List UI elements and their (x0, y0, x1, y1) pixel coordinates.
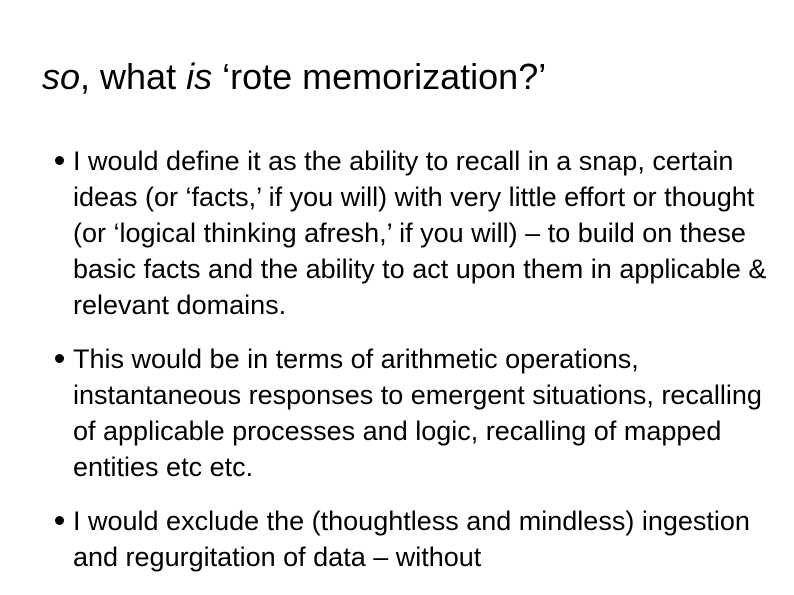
bullet-list (0, 143, 794, 593)
title-text-rest: ‘rote memorization?’ (212, 56, 547, 97)
bullet-text: This would be in terms of arithmetic operations, instantaneous responses to emergent situations, recalling of applicable processes and logic, recalling of mapped entities etc etc. (73, 344, 762, 482)
bullet-item (0, 503, 794, 575)
bullet-item (0, 341, 794, 485)
title-italic-is: is (186, 56, 213, 97)
bullet-dot-icon (55, 156, 64, 165)
bullet-text: I would exclude the (thoughtless and mindless) ingestion and regurgitation of data – without (73, 506, 750, 572)
slide-title (42, 55, 546, 99)
bullet-dot-icon (55, 516, 64, 525)
bullet-text: I would define it as the ability to recall in a snap, certain ideas (or ‘facts,’ if you will) with very little effort or thought (or ‘logical thinking afresh,’ if you will) – to build on these basic facts and the ability to act upon them in applicable & relevant domains. (73, 146, 767, 320)
title-italic-so: so (42, 56, 81, 97)
bullet-item (0, 143, 794, 323)
bullet-dot-icon (55, 354, 64, 363)
title-text-what: , what (80, 56, 187, 97)
